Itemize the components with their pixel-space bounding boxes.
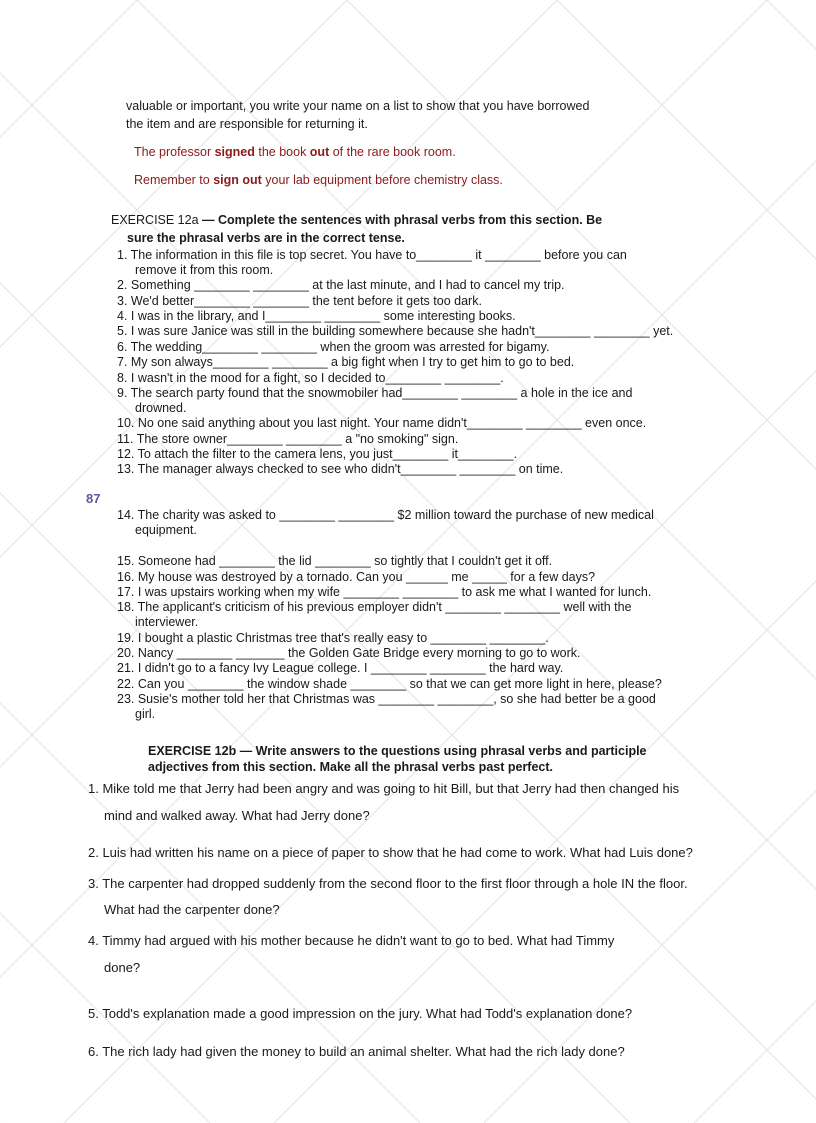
exercise-12a-item: drowned.: [135, 401, 187, 415]
exercise-12a-item: 22. Can you ________ the window shade ________ so that we can get more light in here, please?: [117, 677, 662, 691]
exercise-12a-item: 16. My house was destroyed by a tornado. Can you ______ me _____ for a few days?: [117, 570, 596, 584]
exercise-12a-item: 23. Susie's mother told her that Christmas was ________ ________, so she had better be a good: [117, 692, 656, 706]
exercise-12b-question-4: 4. Timmy had argued with his mother because he didn't want to go to bed. What had Timmy: [88, 933, 615, 948]
example-1-part-a: The professor: [134, 145, 215, 159]
intro-line-2: the item and are responsible for returning it.: [126, 117, 368, 131]
exercise-12a-instruction-2: sure the phrasal verbs are in the correct tense.: [127, 231, 405, 245]
exercise-12a-item: 10. No one said anything about you last night. Your name didn't________ ________ even once.: [117, 416, 647, 430]
exercise-12b-question-2: 2. Luis had written his name on a piece of paper to show that he had come to work. What had Luis done?: [88, 845, 693, 860]
exercise-12a-item: remove it from this room.: [135, 263, 274, 277]
example-1-part-e: of the rare book room.: [329, 145, 456, 159]
exercise-12b-heading: EXERCISE 12b — Write answers to the questions using phrasal verbs and participle: [148, 744, 647, 758]
exercise-12a-item: 15. Someone had ________ the lid ________ so tightly that I couldn't get it off.: [117, 554, 553, 568]
exercise-12a-label: EXERCISE 12a: [111, 213, 199, 227]
exercise-12a-item: 4. I was in the library, and I________ ________ some interesting books.: [117, 309, 516, 323]
exercise-12a-instruction-1: — Complete the sentences with phrasal verbs from this section. Be: [198, 213, 603, 227]
exercise-12a-item: 1. The information in this file is top secret. You have to________ it ________ before you can: [117, 248, 627, 262]
exercise-12b-question-5: 5. Todd's explanation made a good impression on the jury. What had Todd's explanation done?: [88, 1006, 633, 1021]
exercise-12b-question-4-cont: done?: [104, 960, 141, 975]
exercise-12b-question-3: 3. The carpenter had dropped suddenly from the second floor to the first floor through a hole IN the floor.: [88, 876, 688, 891]
intro-line-1: valuable or important, you write your name on a list to show that you have borrowed: [126, 99, 590, 113]
exercise-12b-instruction: adjectives from this section. Make all the phrasal verbs past perfect.: [148, 760, 554, 774]
example-1-verb-signed: signed: [214, 145, 255, 159]
exercise-12b-question-3-cont: What had the carpenter done?: [104, 902, 280, 917]
exercise-12a-item: equipment.: [135, 523, 197, 537]
example-1-part-c: the book: [254, 145, 310, 159]
exercise-12a-item: 3. We'd better________ ________ the tent before it gets too dark.: [117, 294, 482, 308]
exercise-12a-item: 20. Nancy ________ _______ the Golden Gate Bridge every morning to go to work.: [117, 646, 581, 660]
exercise-12a-item: 11. The store owner________ ________ a "no smoking" sign.: [117, 432, 459, 446]
example-sentence-1: [134, 145, 456, 160]
exercise-12b-question-1-cont: mind and walked away. What had Jerry done?: [104, 808, 370, 823]
exercise-12a-item: 13. The manager always checked to see who didn't________ ________ on time.: [117, 462, 564, 476]
example-2-part-a: Remember to: [134, 173, 214, 187]
exercise-12b-question-6: 6. The rich lady had given the money to build an animal shelter. What had the rich lady done?: [88, 1044, 625, 1059]
exercise-12a-item: 5. I was sure Janice was still in the building somewhere because she hadn't________ ________ yet.: [117, 324, 674, 338]
exercise-12a-item: 2. Something ________ ________ at the last minute, and I had to cancel my trip.: [117, 278, 565, 292]
example-2-part-c: your lab equipment before chemistry class.: [261, 173, 503, 187]
exercise-12a-item: 17. I was upstairs working when my wife ________ ________ to ask me what I wanted for lunch.: [117, 585, 652, 599]
exercise-12a-item: girl.: [135, 707, 156, 721]
exercise-12a-item: 6. The wedding________ ________ when the groom was arrested for bigamy.: [117, 340, 550, 354]
example-1-particle-out: out: [309, 145, 330, 159]
exercise-12a-item: 21. I didn't go to a fancy Ivy League college. I ________ ________ the hard way.: [117, 661, 564, 675]
exercise-12a-heading: [111, 213, 602, 228]
example-2-verb-sign-out: sign out: [213, 173, 262, 187]
exercise-12a-item: 7. My son always________ ________ a big fight when I try to get him to go to bed.: [117, 355, 575, 369]
exercise-12a-item: 14. The charity was asked to ________ ________ $2 million toward the purchase of new medical: [117, 508, 654, 522]
exercise-12b-question-1: 1. Mike told me that Jerry had been angry and was going to hit Bill, but that Jerry had then changed his: [88, 781, 680, 796]
page-number: 87: [86, 491, 101, 506]
exercise-12a-item: 8. I wasn't in the mood for a fight, so I decided to________ ________.: [117, 371, 504, 385]
example-sentence-2: [134, 173, 503, 188]
exercise-12a-item: 19. I bought a plastic Christmas tree that's really easy to ________ ________.: [117, 631, 549, 645]
exercise-12a-item: interviewer.: [135, 615, 199, 629]
exercise-12a-item: 9. The search party found that the snowmobiler had________ ________ a hole in the ice and: [117, 386, 633, 400]
exercise-12a-item: 12. To attach the filter to the camera lens, you just________ it________.: [117, 447, 518, 461]
exercise-12a-item: 18. The applicant's criticism of his previous employer didn't ________ ________ well with the: [117, 600, 632, 614]
